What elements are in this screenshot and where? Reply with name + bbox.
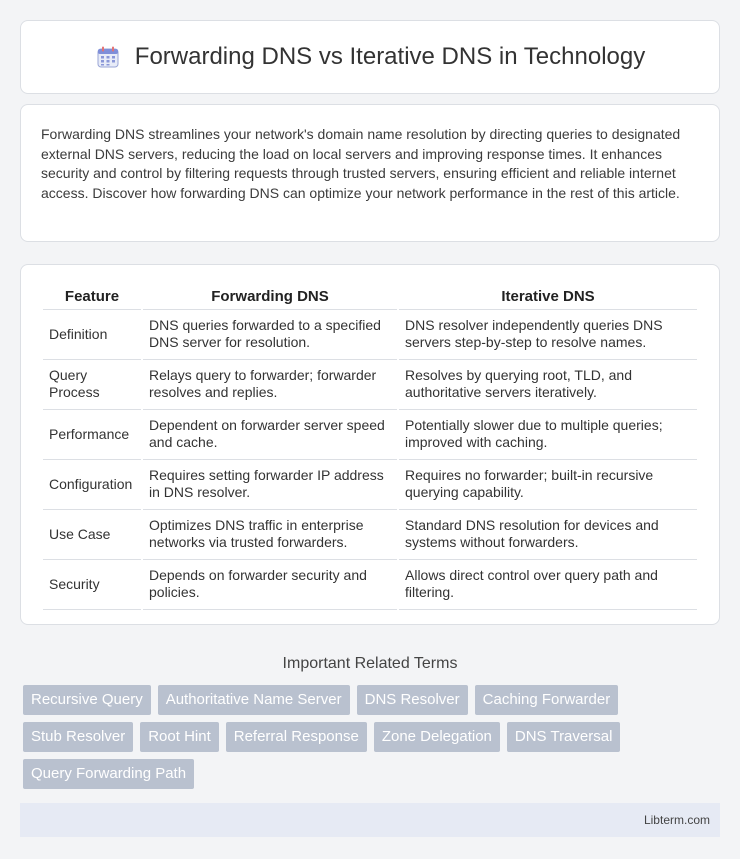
- iterative-cell: Potentially slower due to multiple queries; improved with caching.: [399, 410, 697, 460]
- calendar-icon: [95, 44, 121, 70]
- term-tag-authoritative-name-server[interactable]: Authoritative Name Server: [158, 685, 350, 715]
- header-card: [20, 20, 720, 94]
- iterative-cell: Resolves by querying root, TLD, and authoritative servers iteratively.: [399, 360, 697, 410]
- forwarding-cell: DNS queries forwarded to a specified DNS server for resolution.: [143, 310, 397, 360]
- term-tag-dns-resolver[interactable]: DNS Resolver: [357, 685, 468, 715]
- table-header-row: [43, 285, 697, 310]
- forwarding-cell: Dependent on forwarder server speed and cache.: [143, 410, 397, 460]
- iterative-cell: Standard DNS resolution for devices and systems without forwarders.: [399, 510, 697, 560]
- footer: [20, 803, 720, 837]
- feature-cell: Query Process: [43, 360, 141, 410]
- term-tag-referral-response[interactable]: Referral Response: [226, 722, 367, 752]
- feature-cell: Security: [43, 560, 141, 610]
- intro-text: Forwarding DNS streamlines your network's domain name resolution by directing queries to designated external DNS servers, reducing the load on local servers and improving response times. It enhances security and control by filtering requests through trusted servers, ensuring efficient and reliable internet access. Discover how forwarding DNS can optimize your network performance in the rest of this article.: [41, 126, 681, 201]
- table-row: [43, 510, 697, 560]
- term-tag-dns-traversal[interactable]: DNS Traversal: [507, 722, 621, 752]
- forwarding-cell: Requires setting forwarder IP address in DNS resolver.: [143, 460, 397, 510]
- forwarding-cell: Relays query to forwarder; forwarder resolves and replies.: [143, 360, 397, 410]
- table-row: [43, 560, 697, 610]
- related-terms-title: Important Related Terms: [282, 655, 458, 672]
- iterative-cell: Allows direct control over query path and filtering.: [399, 560, 697, 610]
- term-tag-zone-delegation[interactable]: Zone Delegation: [374, 722, 500, 752]
- column-header-iterative-dns: Iterative DNS: [399, 285, 697, 310]
- term-tag-query-forwarding-path[interactable]: Query Forwarding Path: [23, 759, 194, 789]
- forwarding-cell: Optimizes DNS traffic in enterprise networks via trusted forwarders.: [143, 510, 397, 560]
- intro-card: [20, 104, 720, 242]
- comparison-table-card: [20, 264, 720, 625]
- feature-cell: Definition: [43, 310, 141, 360]
- feature-cell: Configuration: [43, 460, 141, 510]
- term-tag-caching-forwarder[interactable]: Caching Forwarder: [475, 685, 619, 715]
- feature-cell: Performance: [43, 410, 141, 460]
- term-tag-recursive-query[interactable]: Recursive Query: [23, 685, 151, 715]
- related-terms-list: [20, 685, 720, 789]
- comparison-table: [41, 285, 699, 610]
- forwarding-cell: Depends on forwarder security and policies.: [143, 560, 397, 610]
- table-row: [43, 410, 697, 460]
- column-header-feature: Feature: [43, 285, 141, 310]
- feature-cell: Use Case: [43, 510, 141, 560]
- term-tag-stub-resolver[interactable]: Stub Resolver: [23, 722, 133, 752]
- iterative-cell: Requires no forwarder; built-in recursive querying capability.: [399, 460, 697, 510]
- table-row: [43, 360, 697, 410]
- term-tag-root-hint[interactable]: Root Hint: [140, 722, 219, 752]
- table-row: [43, 310, 697, 360]
- iterative-cell: DNS resolver independently queries DNS servers step-by-step to resolve names.: [399, 310, 697, 360]
- column-header-forwarding-dns: Forwarding DNS: [143, 285, 397, 310]
- footer-site-link[interactable]: Libterm.com: [643, 813, 710, 827]
- page-title: Forwarding DNS vs Iterative DNS in Technology: [134, 43, 646, 70]
- table-row: [43, 460, 697, 510]
